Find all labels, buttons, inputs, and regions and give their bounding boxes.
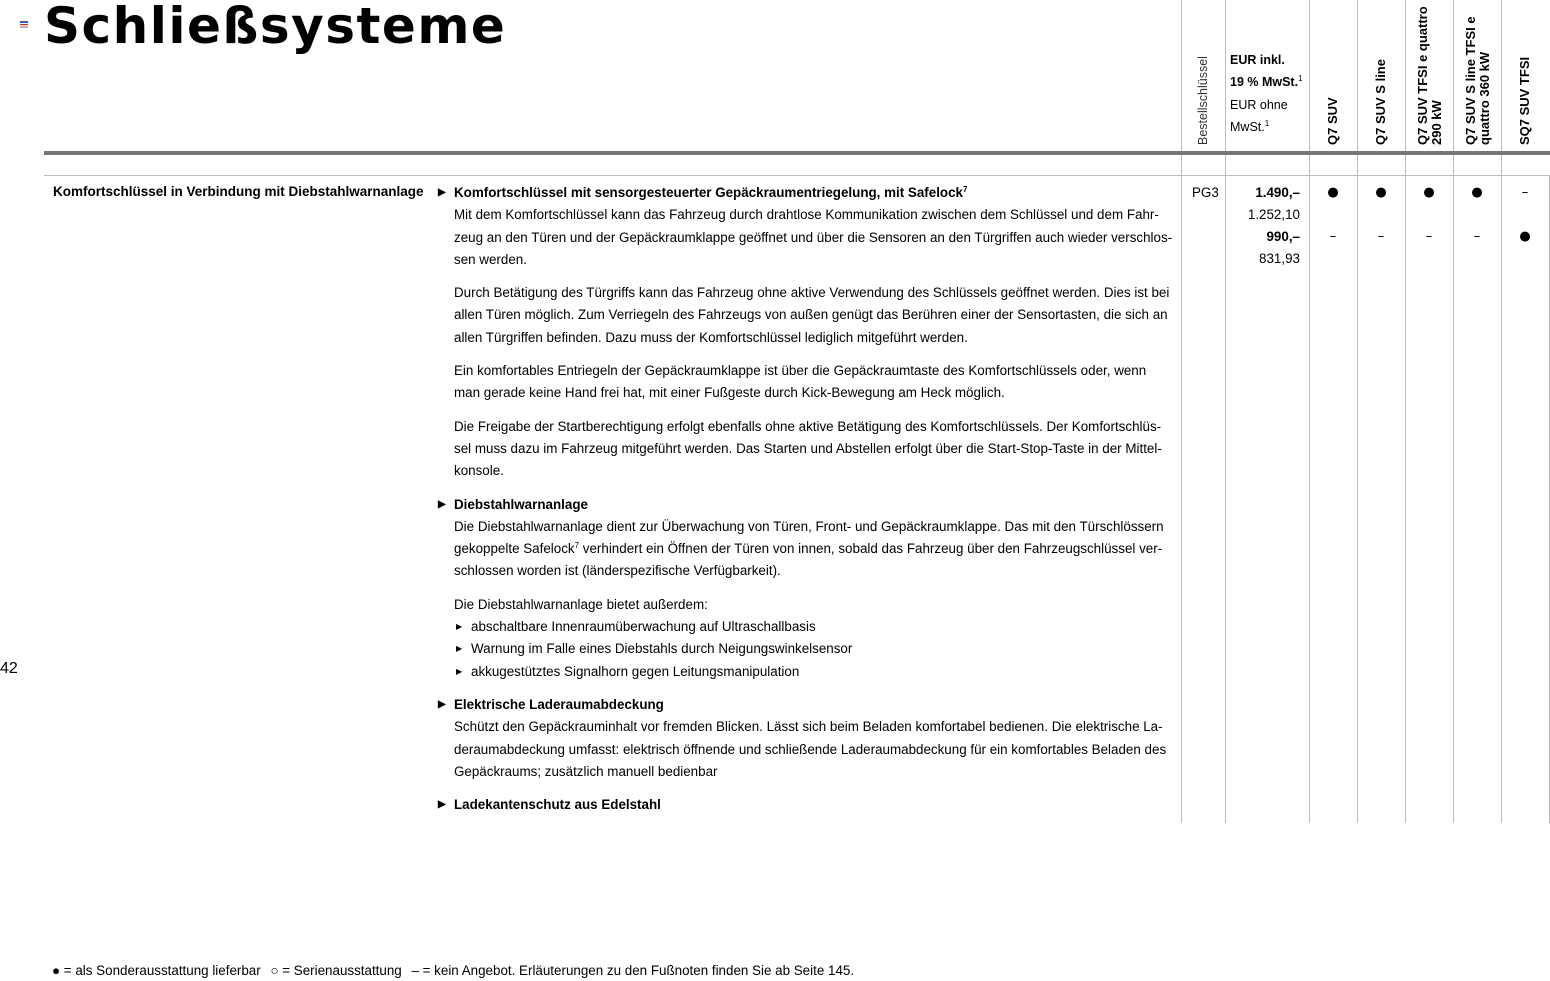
legend-optional: ● = als Sonderausstattung lieferbar bbox=[52, 963, 261, 978]
column-divider bbox=[1405, 0, 1406, 823]
column-divider bbox=[1453, 0, 1454, 823]
availability-mark: ● bbox=[1423, 185, 1435, 200]
legend-standard: ○ = Serienausstattung bbox=[270, 963, 402, 978]
header-model-sq7: SQ7 SUV TFSI bbox=[1517, 56, 1532, 145]
header-rule bbox=[44, 151, 1550, 155]
legend-not-available: – = kein Angebot. Erläuterungen zu den Fußnoten finden Sie ab Seite 145. bbox=[411, 963, 855, 978]
header-model-q7-suv-s-line: Q7 SUV S line bbox=[1373, 59, 1388, 145]
price-incl-vat: 1.490,– bbox=[1255, 185, 1300, 200]
feature-heading: ▶ Elektrische Laderaumabdeckung bbox=[438, 694, 1178, 716]
paragraph: Ein komfortables Entriegeln der Gepäckraumklappe ist über die Gepäckraumtaste des Komfortschlüssels oder, wenn man gerade keine Hand frei hat, mit einer Fußgeste durch Kick-Bewegung am Heck möglich. bbox=[454, 363, 1147, 401]
brand-flag-icon bbox=[20, 21, 28, 29]
header-model-q7-s-line-tfsi-e: Q7 SUV S line TFSI e quattro 360 kW bbox=[1463, 16, 1492, 145]
feature-heading: ▶ Komfortschlüssel mit sensorgesteuerter Gepäckraumentriegelung, mit Safelock$^7$ bbox=[438, 182, 1178, 204]
column-divider bbox=[1225, 0, 1226, 823]
header-model-q7-tfsi-e: Q7 SUV TFSI e quattro 290 kW bbox=[1415, 6, 1444, 145]
availability-mark: – bbox=[1473, 229, 1481, 244]
header-price-column: EUR inkl. 19 % MwSt.$^1$ EUR ohne MwSt.$^1$ bbox=[1230, 53, 1303, 134]
header-model-q7-suv: Q7 SUV bbox=[1325, 97, 1340, 145]
paragraph: Mit dem Komfortschlüssel kann das Fahrzeug durch drahtlose Kommunikation zwischen dem Schlüssel und dem Fahr- zeug an den Türen und der Gepäckraumklappe geöffnet und über die Sensoren an den Türgriffen auch wieder verschlos- sen werden. bbox=[454, 207, 1173, 267]
paragraph: Die Diebstahlwarnanlage dient zur Überwachung von Türen, Front- und Gepäckraumklappe. Das mit den Türschlössern gekoppelte Safelock$^7$ verhindert ein Öffnen der Türen von innen, sobald das Fahrzeug über den Fahrzeugschlüssel ver- schlossen worden ist (länderspezifische Verfügbarkeit). bbox=[454, 518, 1164, 579]
availability-mark: – bbox=[1377, 229, 1385, 244]
legend bbox=[52, 963, 860, 978]
price-incl-vat: 990,– bbox=[1266, 229, 1300, 244]
row-label: Komfortschlüssel in Verbindung mit Diebstahlwarnanlage bbox=[53, 184, 424, 199]
availability-mark: ● bbox=[1519, 229, 1531, 244]
feature-heading: ▶ Diebstahlwarnanlage bbox=[438, 494, 1178, 516]
order-code: PG3 bbox=[1192, 185, 1219, 200]
availability-mark: – bbox=[1521, 185, 1529, 200]
paragraph: Die Diebstahlwarnanlage bietet außerdem: bbox=[454, 596, 708, 612]
column-divider bbox=[1357, 0, 1358, 823]
list-item: ▶ abschaltbare Innenraumüberwachung auf Ultraschallbasis bbox=[438, 616, 1178, 638]
page-title: Schließsysteme bbox=[44, 0, 507, 55]
paragraph: Durch Betätigung des Türgriffs kann das Fahrzeug ohne aktive Verwendung des Schlüssels geöffnet werden. Dies ist bei allen Türen möglich. Zum Verriegeln des Fahrzeugs von außen genügt das Berühren einer der Sensortasten, die sich an allen Türgriffen befinden. Dazu muss der Komfortschlüssel lediglich mitgeführt werden. bbox=[454, 285, 1170, 345]
list-item: ▶ Warnung im Falle eines Diebstahls durch Neigungswinkelsensor bbox=[438, 638, 1178, 660]
paragraph: Die Freigabe der Startberechtigung erfolgt ebenfalls ohne aktive Betätigung des Komfortschlüssels. Der Komfortschlüs- sel muss dazu im Fahrzeug mitgeführt werden. Das Starten und Abstellen erfolgt über die Start-Stop-Taste in der Mittel- konsole. bbox=[454, 418, 1162, 479]
feature-heading: ▶ Ladekantenschutz aus Edelstahl bbox=[438, 794, 1178, 816]
list-item: ▶ akkugestütztes Signalhorn gegen Leitungsmanipulation bbox=[438, 661, 1178, 683]
column-divider bbox=[1309, 0, 1310, 823]
availability-mark: – bbox=[1425, 229, 1433, 244]
availability-mark: – bbox=[1329, 229, 1337, 244]
availability-mark: ● bbox=[1327, 185, 1339, 200]
availability-mark: ● bbox=[1375, 185, 1387, 200]
header-code-column: Bestellschlüssel bbox=[1196, 56, 1210, 145]
page-number: 42 bbox=[0, 660, 18, 677]
availability-mark: ● bbox=[1471, 185, 1483, 200]
row-rule bbox=[44, 175, 1550, 176]
row-description bbox=[438, 182, 1178, 816]
paragraph: Schützt den Gepäckrauminhalt vor fremden Blicken. Lässt sich beim Beladen komfortabel bedienen. Die elektrische La- deraumabdeckung umfasst: elektrisch öffnende und schließende Laderaumabdeckung für ein komfortables Beladen des Gepäckraums; zusätzlich manuell bedienbar bbox=[454, 719, 1167, 779]
column-divider bbox=[1181, 0, 1182, 823]
price-excl-vat: 831,93 bbox=[1259, 251, 1300, 266]
price-excl-vat: 1.252,10 bbox=[1247, 207, 1300, 222]
column-divider bbox=[1501, 0, 1502, 823]
